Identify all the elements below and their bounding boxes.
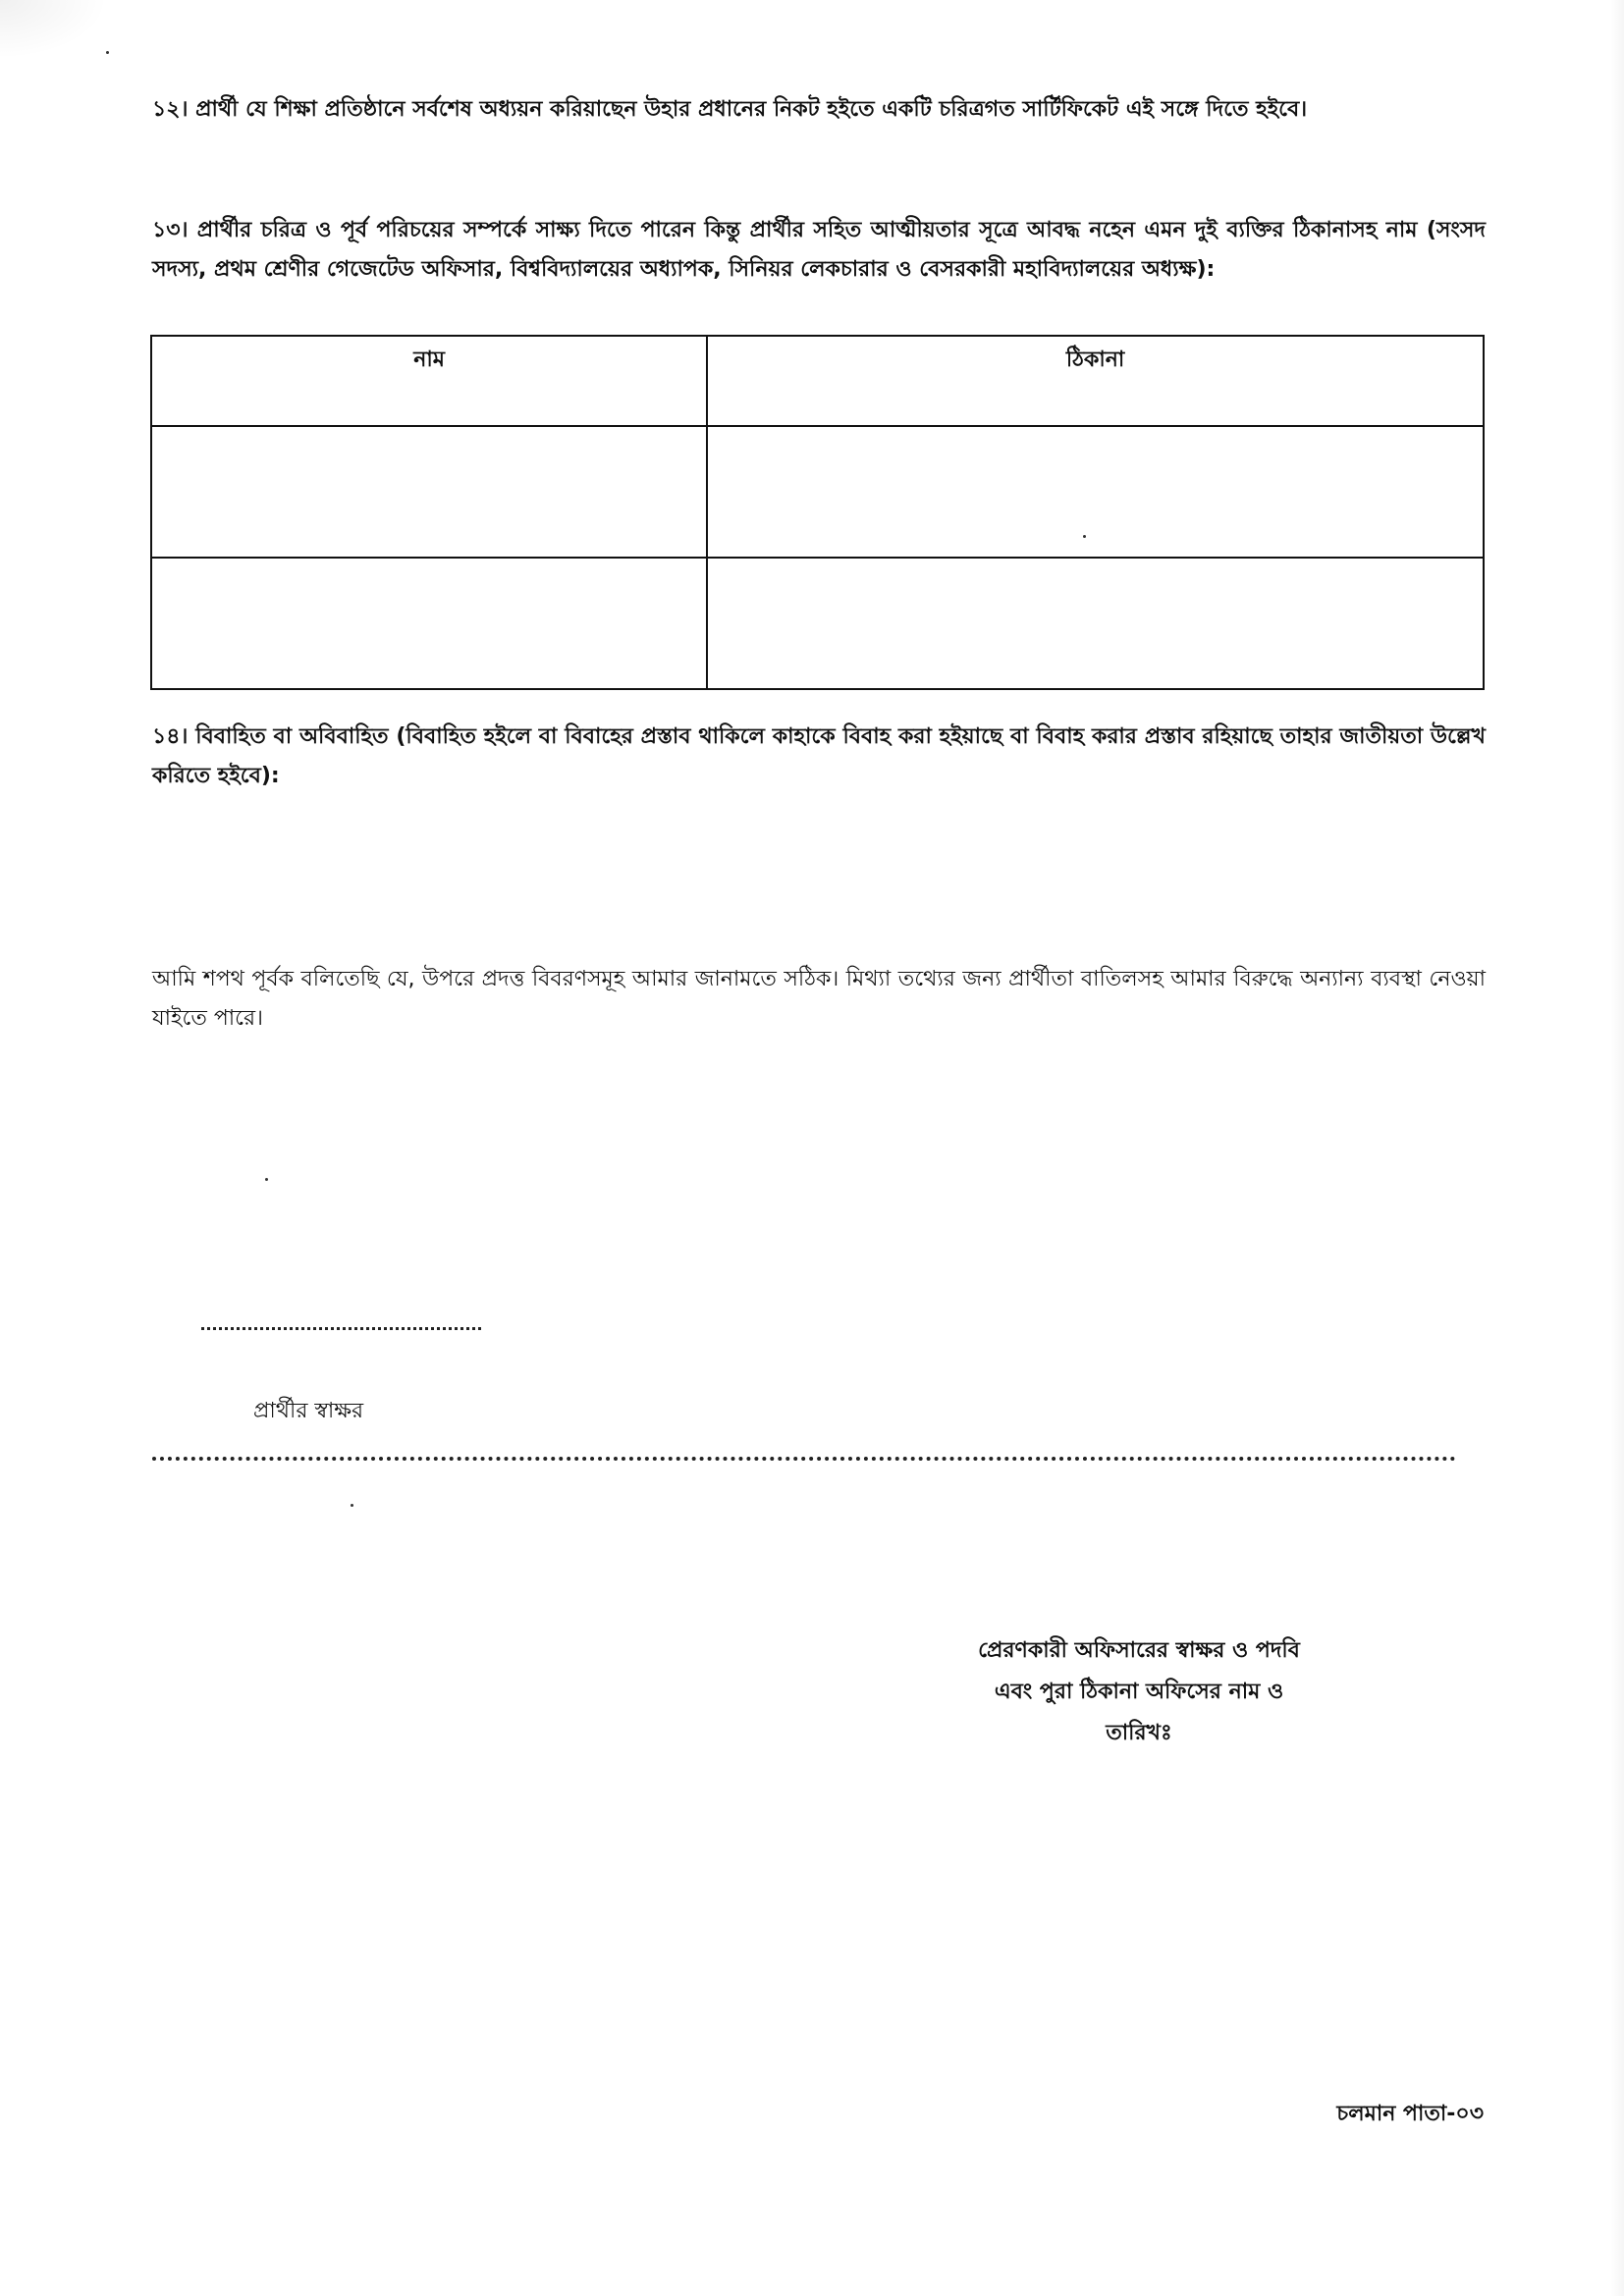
- officer-line-1: প্রেরণকারী অফিসারের স্বাক্ষর ও পদবি: [978, 1638, 1300, 1663]
- scan-speck: [1083, 535, 1086, 538]
- applicant-signature-label: প্রার্থীর স্বাক্ষর: [253, 1399, 364, 1423]
- scan-speck: [265, 1178, 268, 1181]
- scan-speck: [351, 1504, 353, 1507]
- item-13-references: ১৩। প্রার্থীর চরিত্র ও পূর্ব পরিচয়ের সম্পর্কে সাক্ষ্য দিতে পারেন কিন্তু প্রার্থীর সহিত আত্মীয়তার সূত্রে আবদ্ধ নহেন এমন দুই ব্যক্তির ঠিকানাসহ নাম (সংসদ সদস্য, প্রথম শ্রেণীর গেজেটেড অফিসার, বিশ্ববিদ্যালয়ের অধ্যাপক, সিনিয়র লেকচারার ও বেসরকারী মহাবিদ্যালয়ের অধ্যক্ষ):: [152, 218, 1486, 282]
- column-header-address: ঠিকানা: [707, 336, 1484, 426]
- officer-line-2: এবং পুরা ঠিকানা অফিসের নাম ও: [994, 1680, 1284, 1704]
- item-12-character-certificate: ১২। প্রার্থী যে শিক্ষা প্রতিষ্ঠানে সর্বশেষ অধ্যয়ন করিয়াছেন উহার প্রধানের নিকট হইতে একটি চরিত্রগত সার্টিফিকেট এই সঙ্গে দিতে হইবে।: [152, 97, 1308, 122]
- scan-edge-shadow: [1610, 0, 1624, 2296]
- signature-line[interactable]: [201, 1327, 481, 1330]
- column-header-name: নাম: [151, 336, 707, 426]
- running-page-number: চলমান পাতা-০৩: [1336, 2102, 1484, 2126]
- scan-shadow: [0, 0, 108, 59]
- item-14-marital-status: ১৪। বিবাহিত বা অবিবাহিত (বিবাহিত হইলে বা বিবাহের প্রস্তাব থাকিলে কাহাকে বিবাহ করা হইয়াছে বা বিবাহ করার প্রস্তাব রহিয়াছে তাহার জাতীয়তা উল্লেখ করিতে হইবে):: [152, 724, 1486, 788]
- reference-address-cell[interactable]: [707, 426, 1484, 558]
- table-row: [151, 558, 1484, 689]
- reference-table: [150, 335, 1485, 690]
- dotted-divider: [152, 1457, 1456, 1461]
- reference-name-cell[interactable]: [151, 426, 707, 558]
- table-header-row: [151, 336, 1484, 426]
- forwarding-officer-block: [884, 1630, 1394, 1754]
- scan-speck: [106, 51, 109, 54]
- table-row: [151, 426, 1484, 558]
- oath-declaration: আমি শপথ পূর্বক বলিতেছি যে, উপরে প্রদত্ত বিবরণসমূহ আমার জানামতে সঠিক। মিথ্যা তথ্যের জন্য প্রার্থীতা বাতিলসহ আমার বিরুদ্ধে অন্যান্য ব্যবস্থা নেওয়া যাইতে পারে।: [152, 967, 1486, 1031]
- officer-date-label: তারিখঃ: [1106, 1721, 1172, 1745]
- reference-address-cell[interactable]: [707, 558, 1484, 689]
- reference-name-cell[interactable]: [151, 558, 707, 689]
